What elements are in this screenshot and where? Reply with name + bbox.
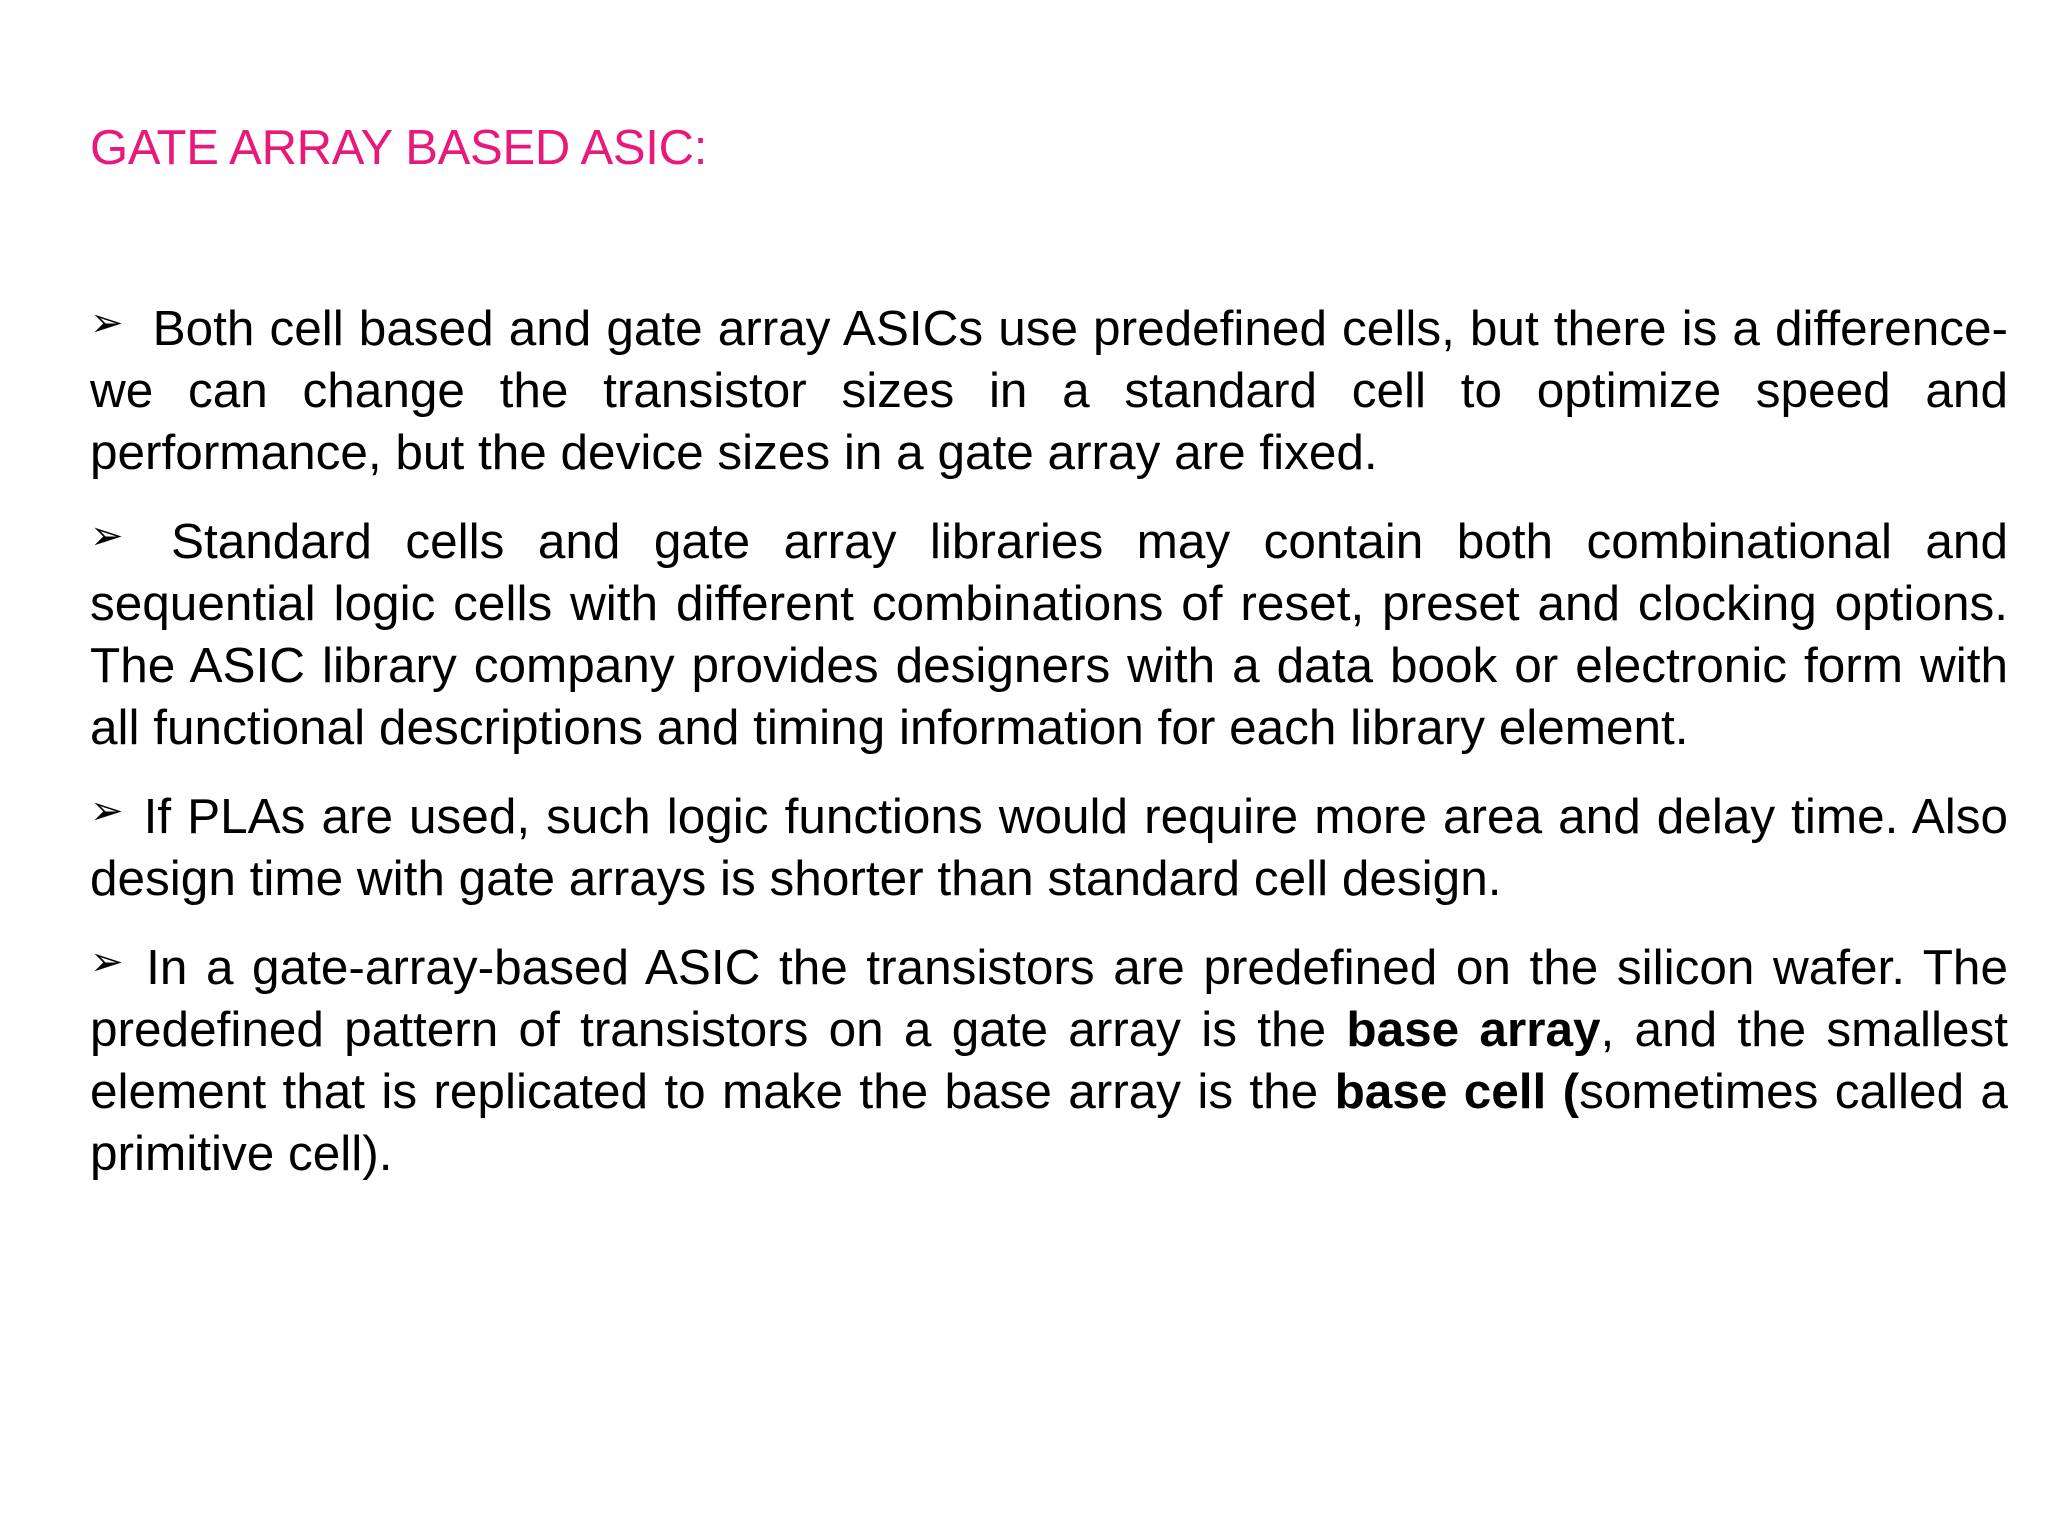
bullet-text: If PLAs are used, such logic functions would require more area and delay time. Also design time with gate arrays is shorter than standard cell design.: [90, 789, 2008, 906]
bullet-item: [90, 511, 2008, 759]
bullet-text-part: , and the smallest element that is replicated to make the base array is the: [90, 1002, 2008, 1119]
bullet-item: [90, 298, 2008, 484]
bullet-list: [90, 298, 2008, 1212]
bullet-text-part: In a gate-array-based ASIC the transistors are predefined on the silicon wafer. The predefined pattern of transistors on a gate array is the: [90, 940, 2008, 1057]
bullet-text: Both cell based and gate array ASICs use predefined cells, but there is a difference- we can change the transistor sizes in a standard cell to optimize speed and performance, but the device sizes in a gate array are fixed.: [90, 301, 2008, 480]
arrowhead-bullet-icon: ➢: [90, 789, 124, 833]
bullet-text: Standard cells and gate array libraries may contain both combinational and sequential logic cells with different combinations of reset, preset and clocking options. The ASIC library company provides designers with a data book or electronic form with all functional descriptions and timing information for each library element.: [90, 514, 2008, 755]
term-base-cell: base cell: [1334, 1064, 1547, 1119]
term-base-array: base array: [1346, 1002, 1601, 1057]
bullet-item: [90, 937, 2008, 1185]
arrowhead-bullet-icon: ➢: [90, 301, 124, 345]
bullet-text-part: sometimes called a primitive cell).: [90, 1064, 2008, 1181]
slide-title: GATE ARRAY BASED ASIC:: [90, 121, 708, 175]
bullet-item: [90, 786, 2008, 910]
arrowhead-bullet-icon: ➢: [90, 940, 124, 984]
paren-open: (: [1562, 1064, 1580, 1119]
arrowhead-bullet-icon: ➢: [90, 514, 124, 558]
